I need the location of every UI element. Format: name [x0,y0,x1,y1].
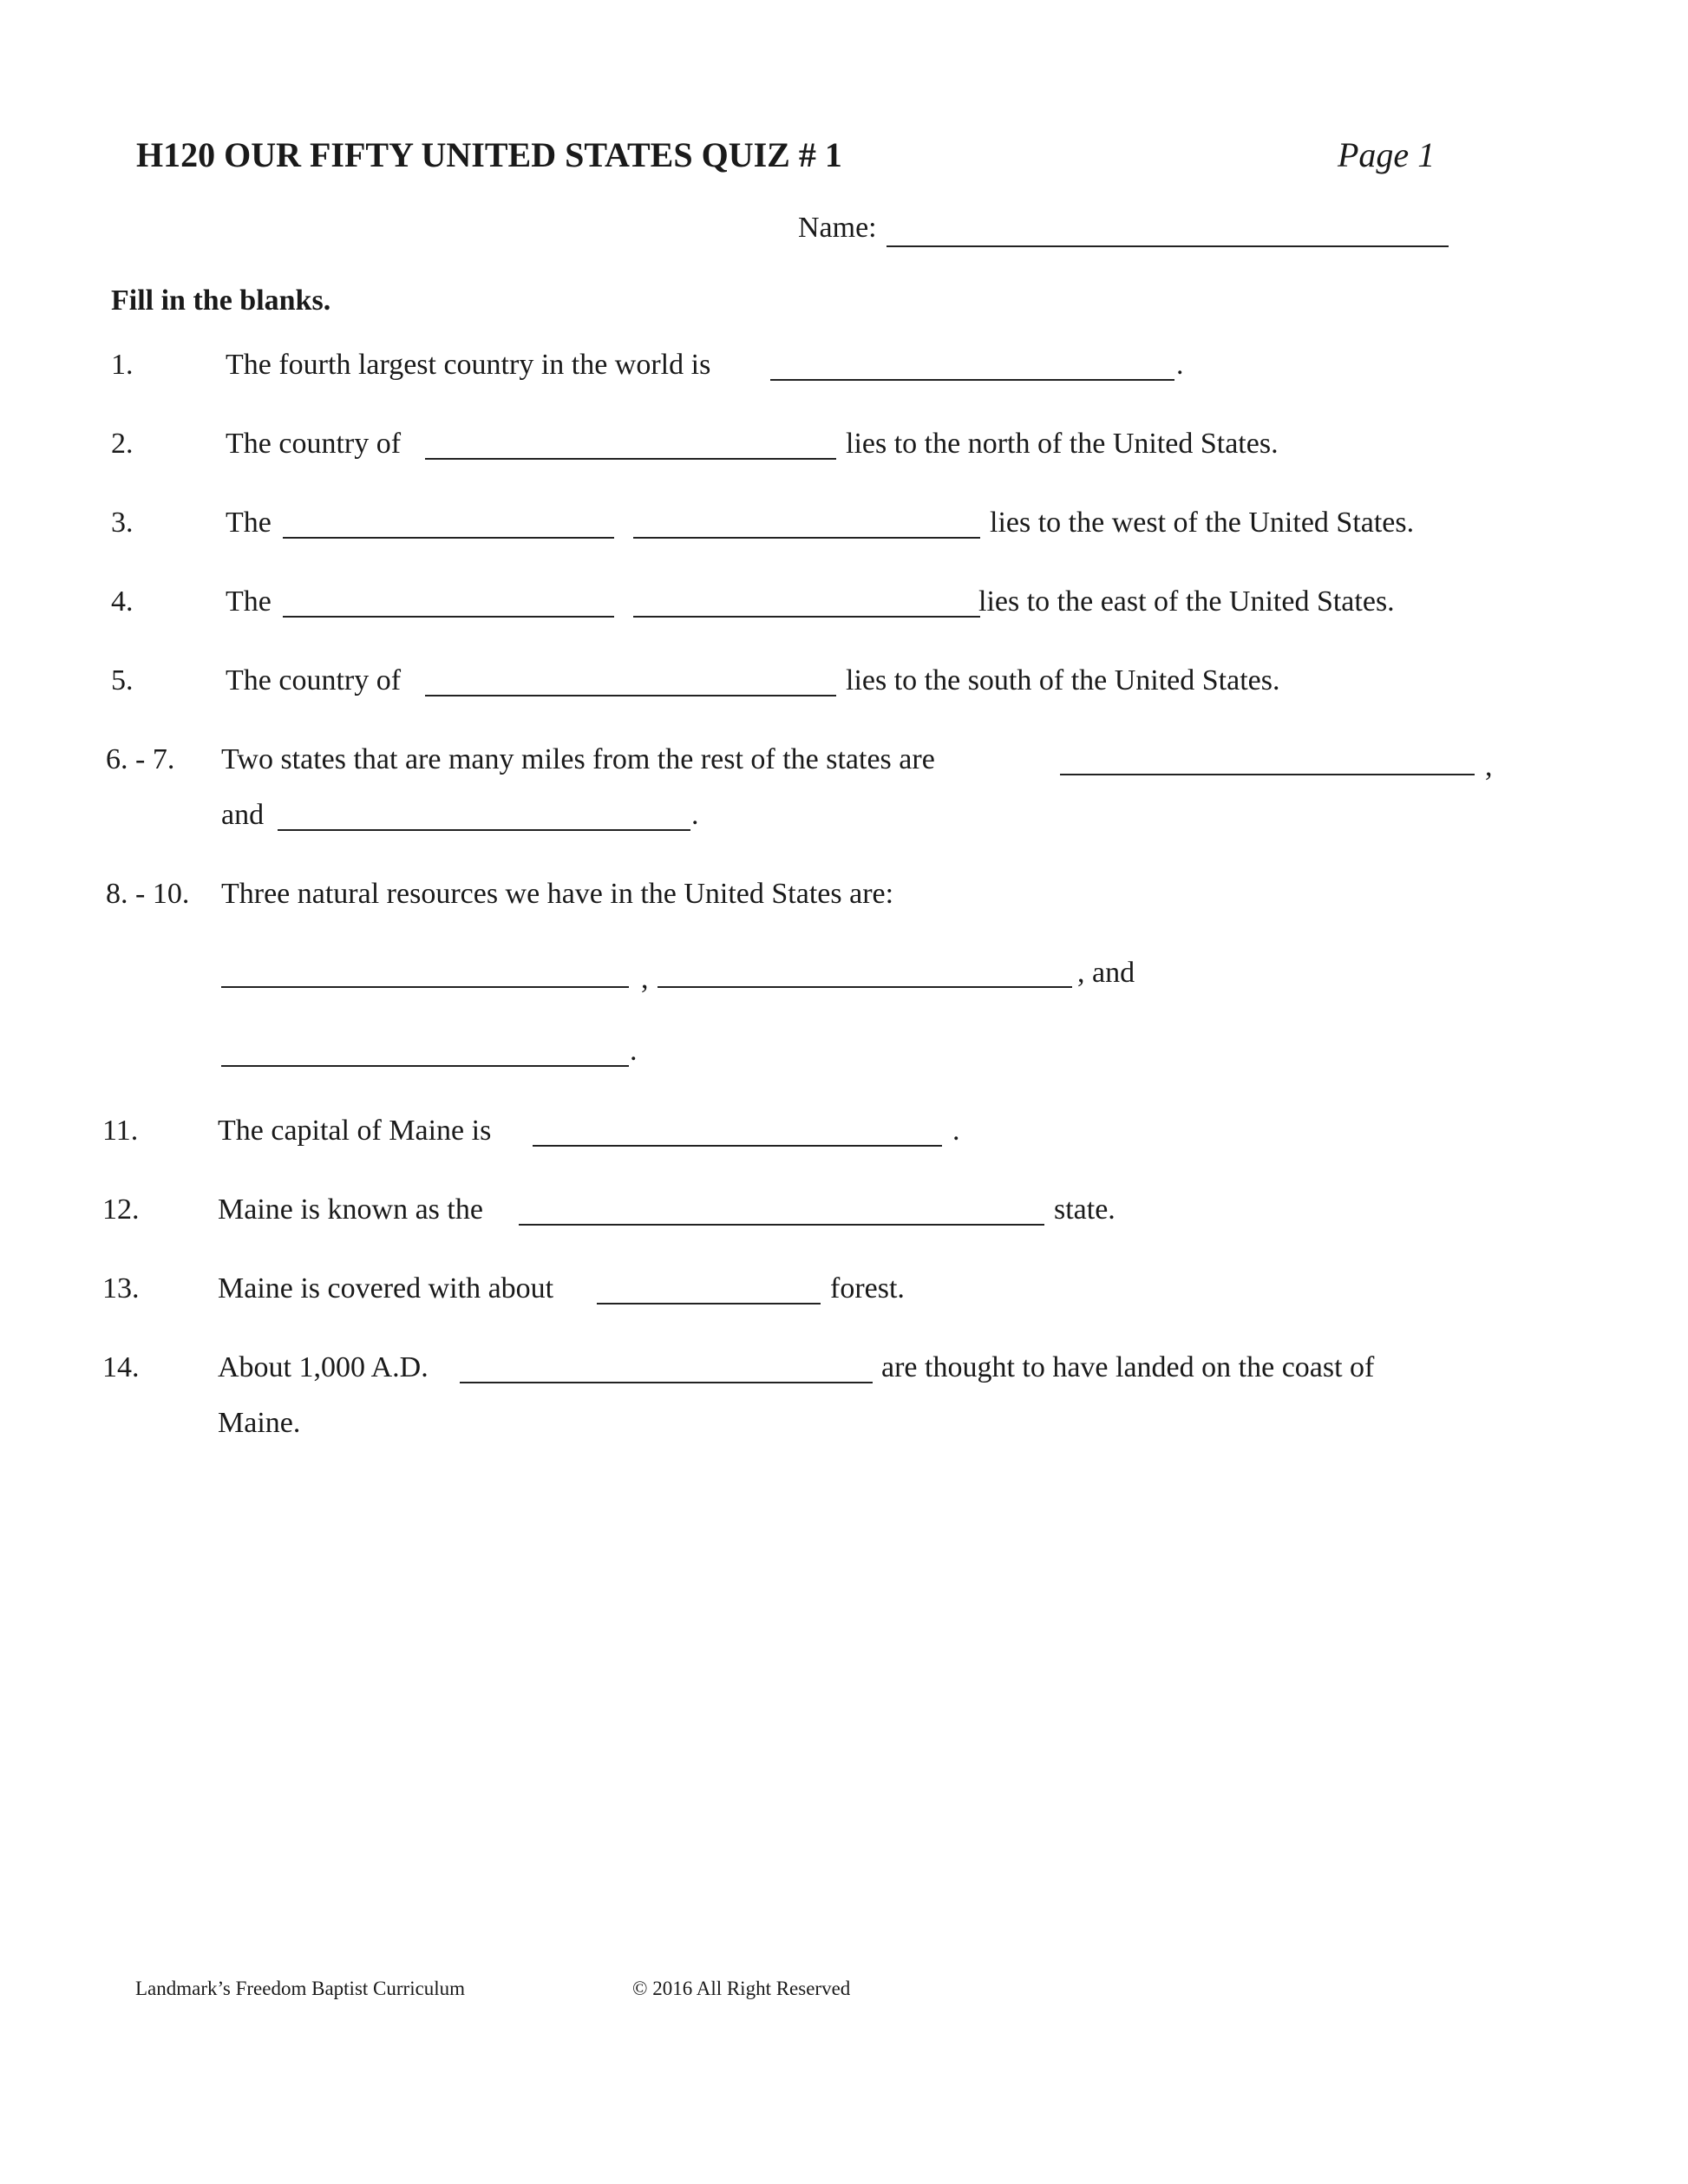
question-text: , and [1077,957,1135,989]
page-number: Page 1 [1338,135,1436,174]
answer-blank[interactable] [658,986,1072,988]
question-text: The fourth largest country in the world is [226,349,711,381]
punctuation: , [1485,750,1493,782]
instructions: Fill in the blanks. [111,284,331,317]
question-text: lies to the east of the United States. [978,585,1395,618]
question-number: 6. - 7. [106,743,175,775]
question-text: Maine is known as the [218,1193,483,1226]
punctuation: . [691,799,699,831]
question-text: About 1,000 A.D. [218,1351,429,1383]
question-text: and [221,799,265,831]
name-label: Name: [798,212,877,244]
answer-blank[interactable] [283,616,614,618]
answer-blank[interactable] [597,1303,821,1305]
question-number: 1. [111,349,134,381]
answer-blank[interactable] [425,458,836,460]
quiz-title: H120 OUR FIFTY UNITED STATES QUIZ # 1 [136,135,842,174]
answer-blank[interactable] [425,695,836,696]
punctuation: , [641,963,649,995]
question-number: 13. [102,1272,140,1305]
answer-blank[interactable] [283,537,614,539]
footer-publisher: Landmark’s Freedom Baptist Curriculum [135,1978,466,1999]
question-number: 11. [102,1115,139,1147]
question-text: Maine. [218,1407,301,1439]
question-number: 2. [111,428,134,460]
name-blank[interactable] [887,245,1449,247]
question-text: The capital of Maine is [218,1115,492,1147]
question-text: The [226,507,272,539]
punctuation: . [1176,349,1184,381]
footer-copyright: © 2016 All Right Reserved [632,1978,851,1999]
answer-blank[interactable] [770,379,1174,381]
answer-blank[interactable] [221,986,629,988]
answer-blank[interactable] [460,1382,873,1383]
question-text: lies to the west of the United States. [990,507,1415,539]
answer-blank[interactable] [1060,774,1475,775]
punctuation: . [952,1115,960,1147]
answer-blank[interactable] [278,829,690,831]
question-text: The country of [226,428,402,460]
question-number: 4. [111,585,134,618]
question-text: The [226,585,272,618]
answer-blank[interactable] [633,616,980,618]
question-number: 12. [102,1193,140,1226]
answer-blank[interactable] [533,1145,942,1147]
question-text: forest. [830,1272,905,1305]
question-text: Two states that are many miles from the rest of the states are [221,743,935,775]
question-text: The country of [226,664,402,696]
question-text: lies to the north of the United States. [846,428,1279,460]
question-text: lies to the south of the United States. [846,664,1280,696]
question-number: 14. [102,1351,140,1383]
question-number: 5. [111,664,134,696]
question-text: state. [1054,1193,1116,1226]
question-number: 3. [111,507,134,539]
question-text: Three natural resources we have in the United States are: [221,878,894,910]
punctuation: . [630,1035,638,1067]
question-text: Maine is covered with about [218,1272,554,1305]
answer-blank[interactable] [519,1224,1044,1226]
question-text: are thought to have landed on the coast of [881,1351,1375,1383]
answer-blank[interactable] [633,537,980,539]
answer-blank[interactable] [221,1065,629,1067]
question-number: 8. - 10. [106,878,190,910]
